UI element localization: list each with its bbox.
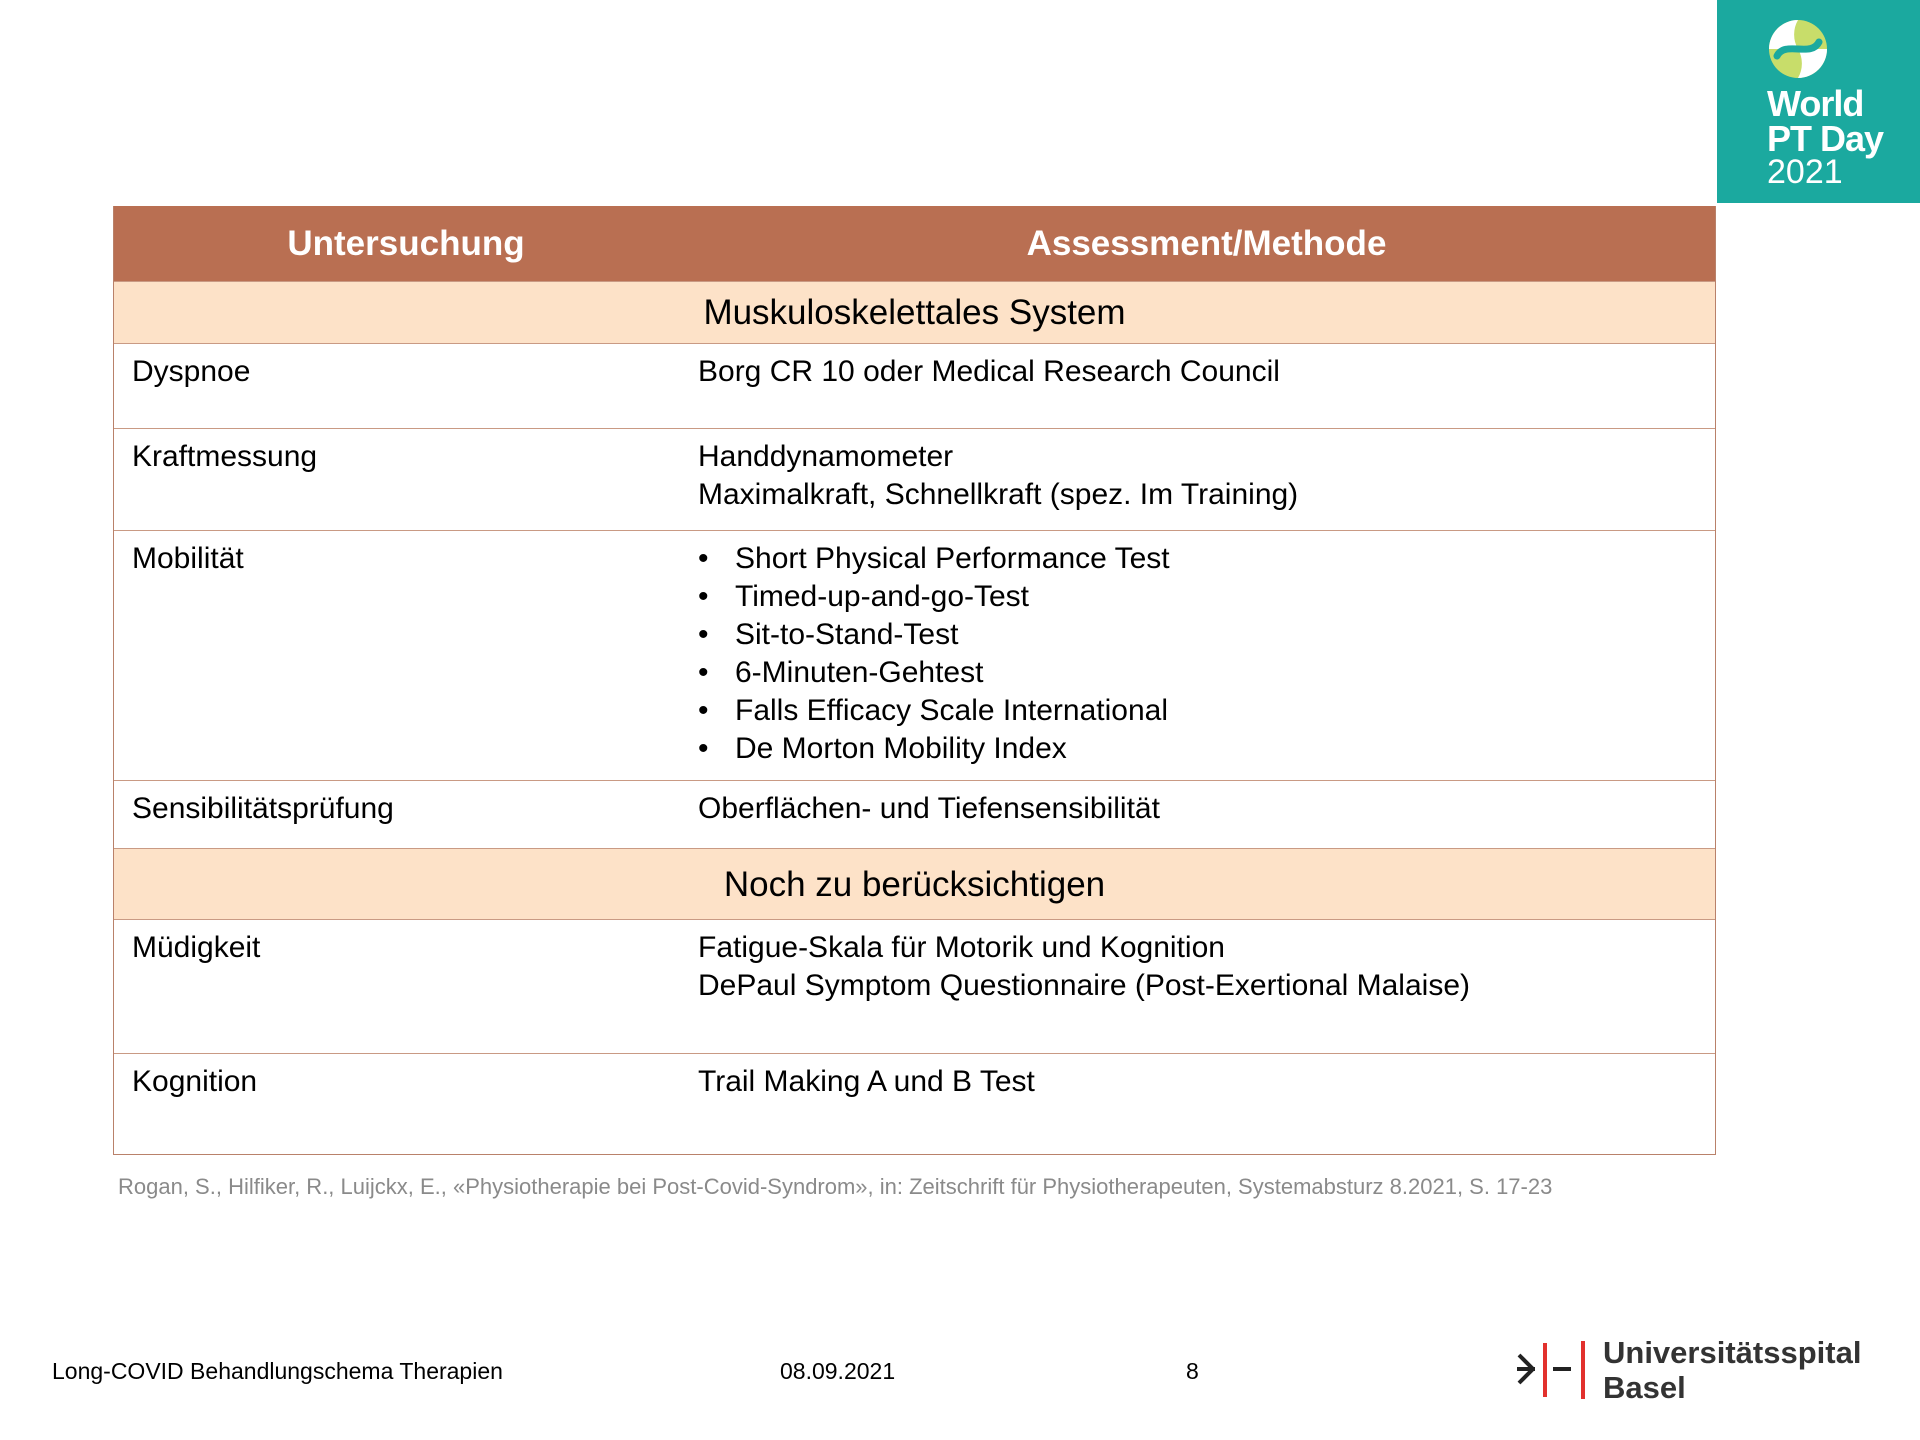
- assessment-table: [113, 206, 1716, 1155]
- row-value-line: DePaul Symptom Questionnaire (Post-Exertional Malaise): [698, 969, 1470, 1002]
- row-value: [698, 429, 1715, 530]
- footer-title: Long-COVID Behandlungschema Therapien: [52, 1358, 503, 1384]
- header-untersuchung: Untersuchung: [287, 223, 525, 263]
- usb-logo-icon: [1515, 1337, 1595, 1403]
- row-value-line: Maximalkraft, Schnellkraft (spez. Im Training): [698, 478, 1299, 511]
- list-item: • 6-Minuten-Gehtest: [698, 654, 1715, 692]
- badge-line-1: World: [1767, 83, 1864, 124]
- list-item: • Short Physical Performance Test: [698, 540, 1715, 578]
- logo-line-1: Universitätsspital: [1603, 1335, 1862, 1370]
- list-item: • Timed-up-and-go-Test: [698, 578, 1715, 616]
- table-row: [114, 780, 1715, 848]
- table-row: [114, 919, 1715, 1053]
- table-header: [114, 206, 1715, 281]
- row-label: Dyspnoe: [132, 355, 251, 388]
- list-item: • Sit-to-Stand-Test: [698, 616, 1715, 654]
- table-row: [114, 530, 1715, 780]
- row-value-line: Fatigue-Skala für Motorik und Kognition: [698, 931, 1225, 964]
- usb-logo: [1515, 1337, 1875, 1403]
- row-label: Müdigkeit: [132, 931, 261, 964]
- bullet-list: [698, 540, 1715, 768]
- section-header: Muskuloskelettales System: [114, 281, 1715, 343]
- header-assessment: Assessment/Methode: [1026, 223, 1387, 263]
- logo-line-2: Basel: [1603, 1370, 1686, 1405]
- section-header: Noch zu berücksichtigen: [114, 848, 1715, 919]
- row-value: [698, 531, 1715, 780]
- row-value-line: Borg CR 10 oder Medical Research Council: [698, 355, 1280, 388]
- row-value-line: Handdynamometer: [698, 440, 954, 473]
- row-value: [698, 920, 1715, 1053]
- source-citation: Rogan, S., Hilfiker, R., Luijckx, E., «Physiotherapie bei Post-Covid-Syndrom», in: Zeitschrift für Physiotherapeuten, Systemabsturz 8.2021, S. 17-23: [118, 1174, 1553, 1199]
- row-value: [698, 1054, 1715, 1154]
- badge-line-2: PT Day: [1767, 118, 1884, 159]
- world-pt-day-badge: [1717, 0, 1920, 203]
- list-item: • De Morton Mobility Index: [698, 730, 1715, 768]
- row-label: Mobilität: [132, 542, 244, 575]
- row-label: Kognition: [132, 1065, 258, 1098]
- leaf-swirl-icon: [1767, 18, 1829, 80]
- row-label: Sensibilitätsprüfung: [132, 792, 394, 825]
- page-number: 8: [1186, 1358, 1199, 1384]
- row-value-line: Trail Making A und B Test: [698, 1065, 1035, 1098]
- row-label: Kraftmessung: [132, 440, 318, 473]
- list-item: • Falls Efficacy Scale International: [698, 692, 1715, 730]
- table-row: [114, 1053, 1715, 1154]
- row-value: [698, 344, 1715, 428]
- footer-date: 08.09.2021: [780, 1358, 896, 1384]
- table-row: [114, 428, 1715, 530]
- row-value: [698, 781, 1715, 848]
- badge-line-3: 2021: [1767, 153, 1843, 191]
- row-value-line: Oberflächen- und Tiefensensibilität: [698, 792, 1160, 825]
- table-row: [114, 343, 1715, 428]
